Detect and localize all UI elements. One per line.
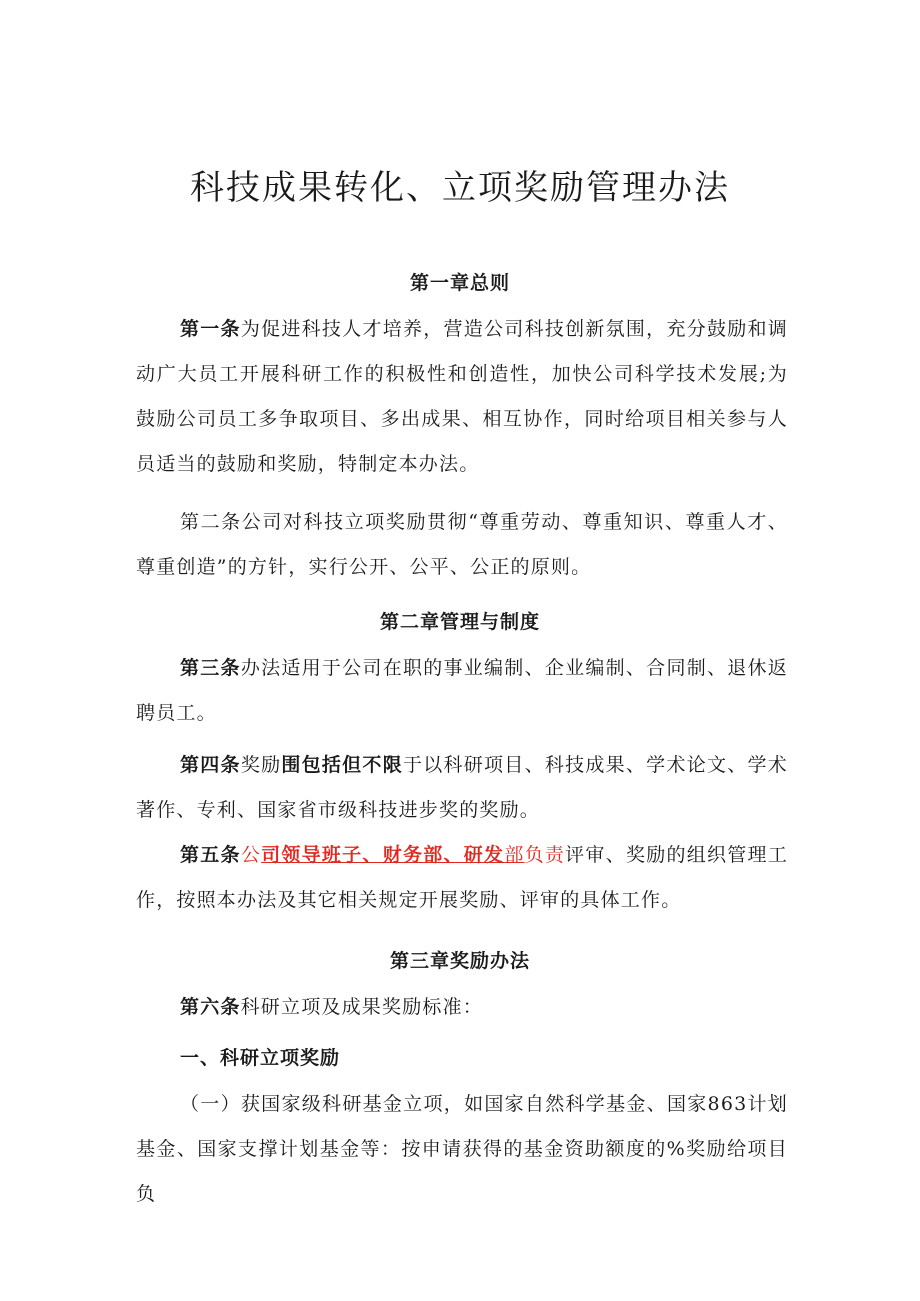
article-6-text: 科研立项及成果奖励标准： (240, 996, 484, 1018)
article-4-text-pre: 奖励 (240, 754, 282, 776)
article-5-text: 评审、奖励的组织管理工作，按照本办法及其它相关规定开展奖励、评审的具体工作。 (136, 844, 789, 911)
article-4-text-bold: 围包括但不限 (281, 754, 403, 776)
article-5-red-1: 公 (240, 844, 262, 866)
section-1-heading: 一、科研立项奖励 (180, 1047, 341, 1069)
article-4-text-post: 于以科研项目、科技成果、学术论文、学术著作、专利、国家省市级科技进步奖的奖励。 (136, 754, 788, 821)
article-3-text: 办法适用于公司在职的事业编制、企业编制、合同制、退休返聘员工。 (136, 657, 788, 724)
article-5 (136, 833, 788, 923)
document-title: 科技成果转化、立项奖励管理办法 (190, 168, 730, 208)
item-1 (136, 1082, 788, 1217)
chapter-3-heading: 第三章奖励办法 (389, 950, 530, 972)
article-2 (136, 500, 788, 590)
article-5-label: 第五条 (180, 844, 241, 866)
article-3 (136, 646, 788, 736)
article-5-red-2: 司领导班子、财务部、研发 (261, 844, 505, 866)
article-4-label: 第四条 (180, 754, 241, 776)
article-1-text: 为促进科技人才培养，营造公司科技创新氛围，充分鼓励和调动广大员工开展科研工作的积极性和创造性，加快公司科学技术发展;为鼓励公司员工多争取项目、多出成果、相互协作，同时给项目相关参与人员适当的鼓励和奖励，特制定本办法。 (136, 318, 788, 475)
chapter-2-heading: 第二章管理与制度 (379, 611, 540, 633)
article-4 (136, 743, 788, 833)
article-3-label: 第三条 (180, 657, 241, 679)
article-5-red-4: 负责 (524, 844, 566, 866)
article-1 (136, 307, 788, 487)
article-5-red-3: 部 (504, 844, 525, 866)
article-6-label: 第六条 (180, 996, 241, 1018)
article-1-label: 第一条 (180, 318, 241, 340)
item-1-text: （一）获国家级科研基金立项，如国家自然科学基金、国家863计划基金、国家支撑计划基金等：按申请获得的基金资助额度的%奖励给项目负 (136, 1093, 788, 1205)
article-2-text: 第二条公司对科技立项奖励贯彻“尊重劳动、尊重知识、尊重人才、尊重创造”的方针，实行公开、公平、公正的原则。 (136, 511, 788, 578)
article-6 (136, 985, 788, 1030)
chapter-1-heading: 第一章总则 (409, 272, 510, 294)
